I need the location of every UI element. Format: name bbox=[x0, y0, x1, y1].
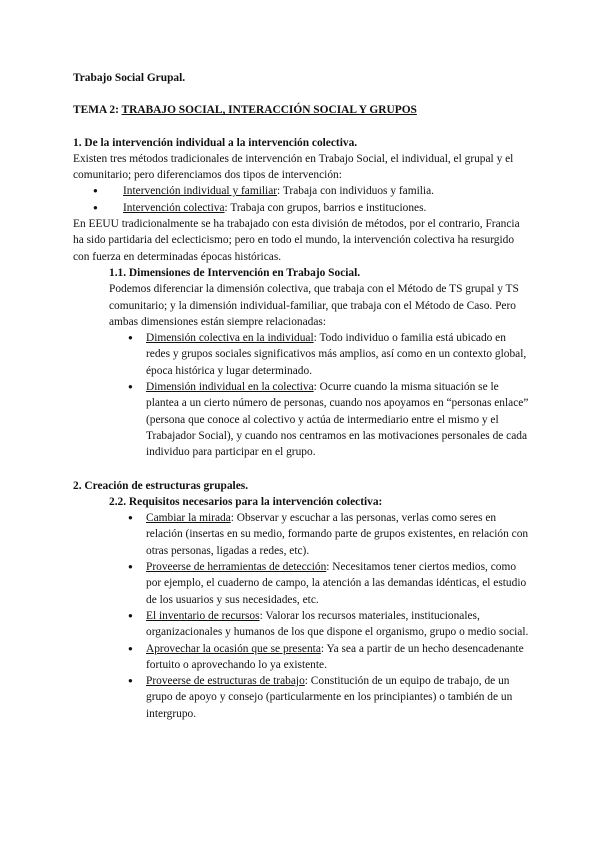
list-item bbox=[73, 641, 531, 674]
bullet-text: : Trabaja con grupos, barrios e instituciones. bbox=[224, 201, 427, 214]
list-item bbox=[73, 673, 531, 722]
bullet-text: : Todo individuo o familia está ubicado en redes y grupos sociales significativos más amplios, así como en un contexto global, época histórica y lugar determinado. bbox=[146, 332, 527, 377]
bullet-text: : Necesitamos tener ciertos medios, como por ejemplo, el cuaderno de campo, la atención a las demandas idénticas, el estudio de los usuarios y sus necesidades, etc. bbox=[146, 561, 527, 606]
list-item bbox=[73, 559, 531, 608]
subsection-2-2-list bbox=[73, 510, 531, 722]
subsection-1-1-heading: 1.1. Dimensiones de Intervención en Trabajo Social. bbox=[109, 266, 361, 279]
bullet-text: : Ocurre cuando la misma situación se le plantea a un cierto número de personas, cuando nos apoyamos en “personas enlace” (persona que conoce al colectivo y actúa de intermediario entre el mismo y el Trabajador Social), y cuando nos centramos en las motivaciones personales de cada individuo para participar en el grupo. bbox=[146, 381, 529, 459]
bullet-term: Cambiar la mirada bbox=[146, 512, 231, 525]
subsection-2-2-heading: 2.2. Requisitos necesarios para la intervención colectiva: bbox=[109, 495, 383, 508]
list-item bbox=[73, 379, 531, 460]
bullet-term: Proveerse de herramientas de detección bbox=[146, 561, 327, 574]
bullet-text: : Ya sea a partir de un hecho desencadenante fortuito o aprovechando lo ya existente. bbox=[146, 642, 524, 671]
bullet-term: Intervención individual y familiar bbox=[123, 185, 278, 198]
bullet-text: : Constitución de un equipo de trabajo, de un grupo de apoyo y consejo (particularmente en los principiantes) o también de un intergrupo. bbox=[146, 675, 513, 720]
document-body bbox=[73, 70, 531, 722]
section-2-heading: 2. Creación de estructuras grupales. bbox=[73, 479, 249, 492]
subsection-1-1-body: Podemos diferenciar la dimensión colectiva, que trabaja con el Método de TS grupal y TS comunitario; y la dimensión individual-familiar, que trabaja con el Método de Caso. Pero ambas dimensiones están siempre relacionadas: bbox=[109, 283, 519, 328]
list-item bbox=[73, 608, 531, 641]
document-title: Trabajo Social Grupal. bbox=[73, 72, 186, 84]
tema-heading bbox=[73, 102, 531, 118]
bullet-term: Dimensión individual en la colectiva bbox=[146, 381, 314, 394]
section-1-heading: 1. De la intervención individual a la intervención colectiva. bbox=[73, 136, 358, 149]
section-1-list bbox=[73, 183, 531, 216]
bullet-text: : Trabaja con individuos y familia. bbox=[277, 185, 434, 198]
list-item bbox=[73, 183, 531, 199]
tema-prefix: TEMA 2: bbox=[73, 104, 122, 117]
subsection-1-1-list bbox=[73, 330, 531, 460]
tema-title: TRABAJO SOCIAL, INTERACCIÓN SOCIAL Y GRUPOS bbox=[121, 104, 417, 117]
section-1-intro: Existen tres métodos tradicionales de intervención en Trabajo Social, el individual, el grupal y el comunitario; pero diferenciamos dos tipos de intervención: bbox=[73, 152, 514, 182]
bullet-term: Intervención colectiva bbox=[123, 201, 225, 214]
bullet-text: : Valorar los recursos materiales, institucionales, organizacionales y humanos de los que dispone el organismo, grupo o medio social. bbox=[146, 609, 529, 639]
bullet-term: Proveerse de estructuras de trabajo bbox=[146, 675, 305, 688]
bullet-text: : Observar y escuchar a las personas, verlas como seres en relación (insertas en su medio, formando parte de grupos existentes, en relación con otras personas, ligadas a redes, etc). bbox=[146, 512, 529, 557]
bullet-term: Dimensión colectiva en la individual bbox=[146, 332, 314, 345]
list-item bbox=[73, 330, 531, 379]
section-1-outro: En EEUU tradicionalmente se ha trabajado con esta división de métodos, por el contrario, Francia ha sido partidaria del eclecticismo; pero en todo el mundo, la intervención colectiva ha resurgido con fuerza en determinadas épocas históricas. bbox=[73, 218, 520, 263]
bullet-term: El inventario de recursos bbox=[146, 609, 260, 622]
bullet-term: Aprovechar la ocasión que se presenta bbox=[146, 642, 321, 655]
list-item bbox=[73, 200, 531, 216]
list-item bbox=[73, 510, 531, 559]
